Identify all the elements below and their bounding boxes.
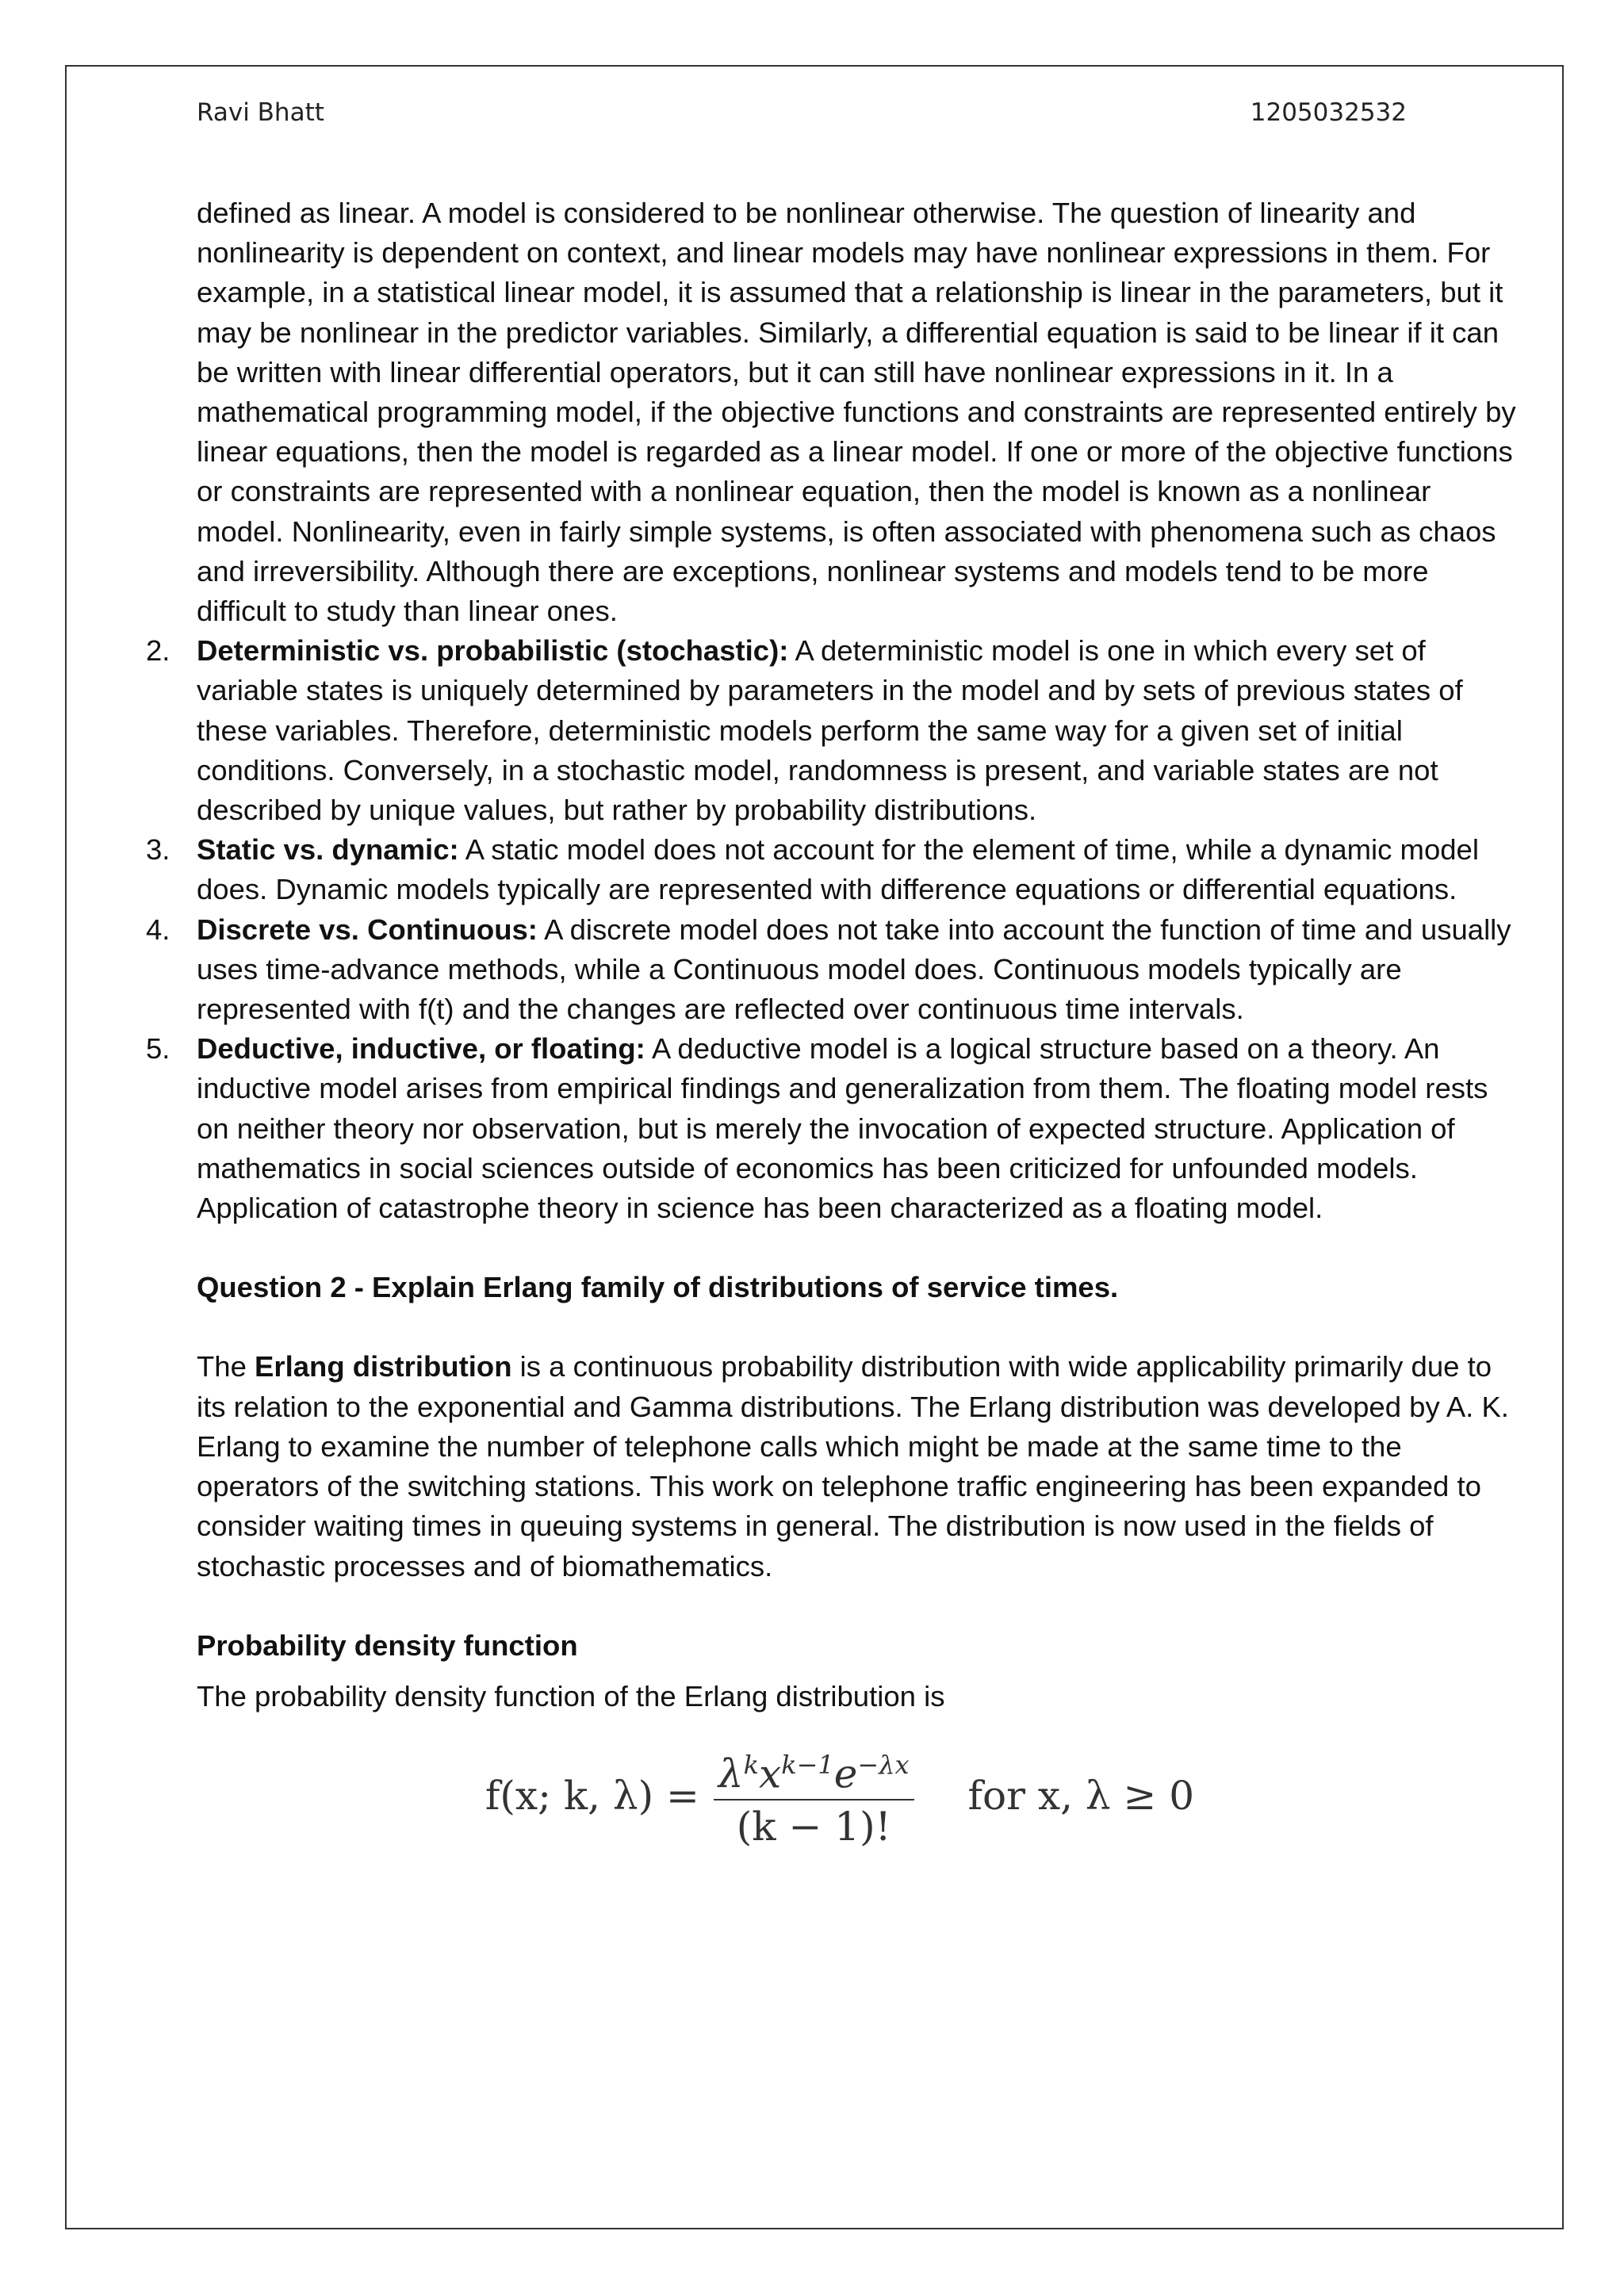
formula-condition: for x, λ ≥ 0 xyxy=(967,1773,1195,1820)
erlang-para-prefix: The xyxy=(197,1350,255,1383)
erlang-para-text: is a continuous probability distribution with wide applicability primarily due to its relation to the exponential and Gamma distributions. The Erlang distribution was developed by A. K. Erlang to examine the number of telephone calls which might be made at the same time to the operators of the switching stations. This work on telephone traffic engineering has been expanded to consider waiting times in queuing systems in general. The distribution is now used in the fields of stochastic processes and of biomathematics. xyxy=(197,1350,1509,1582)
erlang-term: Erlang distribution xyxy=(255,1350,512,1383)
list-item-label: Deterministic vs. probabilistic (stochastic): xyxy=(197,634,789,668)
pdf-intro: The probability density function of the Erlang distribution is xyxy=(197,1679,945,1712)
list-item-text: A discrete model does not take into account the function of time and usually uses time-advance methods, while a Continuous model does. Continuous models typically are represented with f(t) and the changes are reflected over continuous time intervals. xyxy=(197,913,1511,1026)
list-item-text: A deductive model is a logical structure based on a theory. An inductive model arises from empirical findings and generalization from them. The floating model rests on neither theory nor observation, but is merely the invocation of expected structure. Application of mathematics in social sciences outside of economics has been criticized for unfounded models. Application of catastrophe theory in science has been characterized as a floating model. xyxy=(197,1032,1488,1225)
list-item-text: A static model does not account for the element of time, while a dynamic model does. Dynamic models typically are represented with difference equations or differential equations. xyxy=(197,833,1479,906)
header-author: Ravi Bhatt xyxy=(197,98,324,127)
intro-paragraph: defined as linear. A model is considered to be nonlinear otherwise. The question of linearity and nonlinearity is dependent on context, and linear models may have nonlinear expressions in them. For example, in a statistical linear model, it is assumed that a relationship is linear in the parameters, but it may be nonlinear in the predictor variables. Similarly, a differential equation is said to be linear if it can be written with linear differential operators, but it can still have nonlinear expressions in it. In a mathematical programming model, if the objective functions and constraints are represented entirely by linear equations, then the model is regarded as a linear model. If one or more of the objective functions or constraints are represented with a nonlinear equation, then the model is known as a nonlinear model. Nonlinearity, even in fairly simple systems, is often associated with phenomena such as chaos and irreversibility. Although there are exceptions, nonlinear systems and models tend to be more difficult to study than linear ones. xyxy=(197,197,1516,628)
header-id-number: 1205032532 xyxy=(1250,98,1407,127)
pdf-heading: Probability density function xyxy=(197,1628,578,1662)
formula-lhs: f(x; k, λ) = xyxy=(485,1773,699,1820)
list-item-text: A deterministic model is one in which every set of variable states is uniquely determined by parameters in the model and by sets of previous states of these variables. Therefore, deterministic models perform the same way for a given set of initial conditions. Conversely, in a stochastic model, randomness is present, and variable states are not described by unique values, but rather by probability distributions. xyxy=(197,634,1463,827)
document-body xyxy=(67,193,1565,1850)
formula-fraction xyxy=(714,1745,914,1850)
formula-numerator: $\lambda^kx^{k-1}e^{-\lambda x}$ xyxy=(714,1745,914,1800)
model-types-list xyxy=(67,631,1565,1228)
erlang-pdf-formula xyxy=(67,1745,1565,1850)
question2-heading: Question 2 - Explain Erlang family of distributions of service times. xyxy=(197,1271,1119,1304)
document-page xyxy=(65,65,1564,2229)
list-item-label: Deductive, inductive, or floating: xyxy=(197,1032,645,1066)
list-item xyxy=(67,830,1518,909)
list-number: 5. xyxy=(146,1032,170,1066)
list-item-label: Static vs. dynamic: xyxy=(197,833,459,867)
formula-denominator: (k − 1)! xyxy=(736,1803,891,1850)
list-number: 4. xyxy=(146,913,170,946)
list-number: 3. xyxy=(146,833,170,867)
list-item-label: Discrete vs. Continuous: xyxy=(197,913,538,946)
erlang-paragraph xyxy=(197,1347,1518,1586)
list-item xyxy=(67,910,1518,1030)
list-item xyxy=(67,1029,1518,1228)
list-number: 2. xyxy=(146,634,170,668)
list-item xyxy=(67,631,1518,830)
